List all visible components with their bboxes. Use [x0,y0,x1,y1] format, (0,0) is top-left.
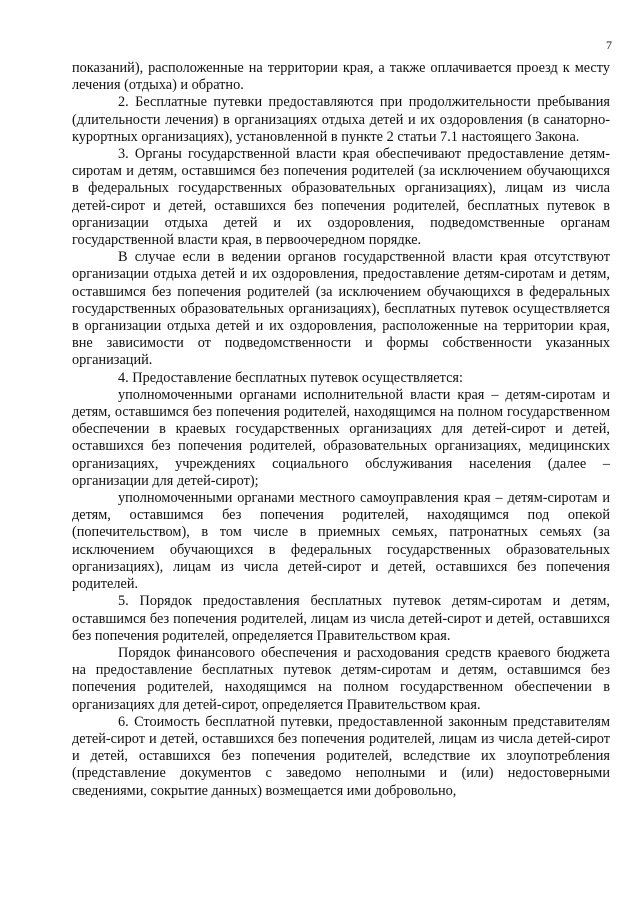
page-number: 7 [606,38,612,52]
paragraph-item-4-local: уполномоченными органами местного самоуправления края – детям-сиротам и детям, оставшимся без попечения родителей, находящимся под опекой (попечительством), в том числе в приемных семьях, патронатных семьях (за исключением обучающихся в федеральных государственных образовательных организациях), лицам из числа детей-сирот и детей, оставшихся без попечения родителей. [72,490,610,593]
paragraph-item-2: 2. Бесплатные путевки предоставляются при продолжительности пребывания (длительности лечения) в организациях отдыха детей и их оздоровления (в санаторно-курортных организациях), установленной в пункте 2 статьи 7.1 настоящего Закона. [72,94,610,145]
paragraph-item-6: 6. Стоимость бесплатной путевки, предоставленной законным представителям детей-сирот и детей, оставшихся без попечения родителей, лицам из числа детей-сирот и детей, оставшихся без попечения родителей, вследствие их злоупотребления (представление документов с заведомо неполными и (или) недостоверными сведениями, сокрытие данных) возмещается ими добровольно, [72,713,610,799]
paragraph-item-5: 5. Порядок предоставления бесплатных путевок детям-сиротам и детям, оставшимся без попечения родителей, лицам из числа детей-сирот и детей, оставшихся без попечения родителей, определяется Правительством края. [72,593,610,644]
paragraph-continuation: показаний), расположенные на территории края, а также оплачивается проезд к месту лечения (отдыха) и обратно. [72,60,610,94]
paragraph-item-4-executive: уполномоченными органами исполнительной власти края – детям-сиротам и детям, оставшимся без попечения родителей, находящимся на полном государственном обеспечении в краевых государственных организациях для детей-сирот и детей, оставшихся без попечения родителей, образовательных организациях, медицинских организациях, учреждениях социального обслуживания населения (далее – организации для детей-сирот); [72,386,610,489]
document-body [72,60,610,800]
paragraph-item-4: 4. Предоставление бесплатных путевок осуществляется: [118,369,463,386]
paragraph-item-3-case: В случае если в ведении органов государственной власти края отсутствуют организации отдыха детей и их оздоровления, предоставление детям-сиротам и детям, оставшимся без попечения родителей (за исключением обучающихся в федеральных государственных образовательных организациях), бесплатных путевок осуществляется в организации отдыха детей и их оздоровления, расположенные на территории края, вне зависимости от подведомственности и формы собственности указанных организаций. [72,249,610,369]
paragraph-item-3: 3. Органы государственной власти края обеспечивают предоставление детям-сиротам и детям, оставшимся без попечения родителей (за исключением обучающихся в федеральных государственных образовательных организациях), лицам из числа детей-сирот и детей, оставшихся без попечения родителей, бесплатных путевок в организации отдыха детей и их оздоровления, подведомственные органам государственной власти края, в первоочередном порядке. [72,146,610,249]
paragraph-item-5-financing: Порядок финансового обеспечения и расходования средств краевого бюджета на предоставление бесплатных путевок детям-сиротам и детям, оставшимся без попечения родителей, находящимся на полном государственном обеспечении в организациях для детей-сирот, определяется Правительством края. [72,644,610,713]
